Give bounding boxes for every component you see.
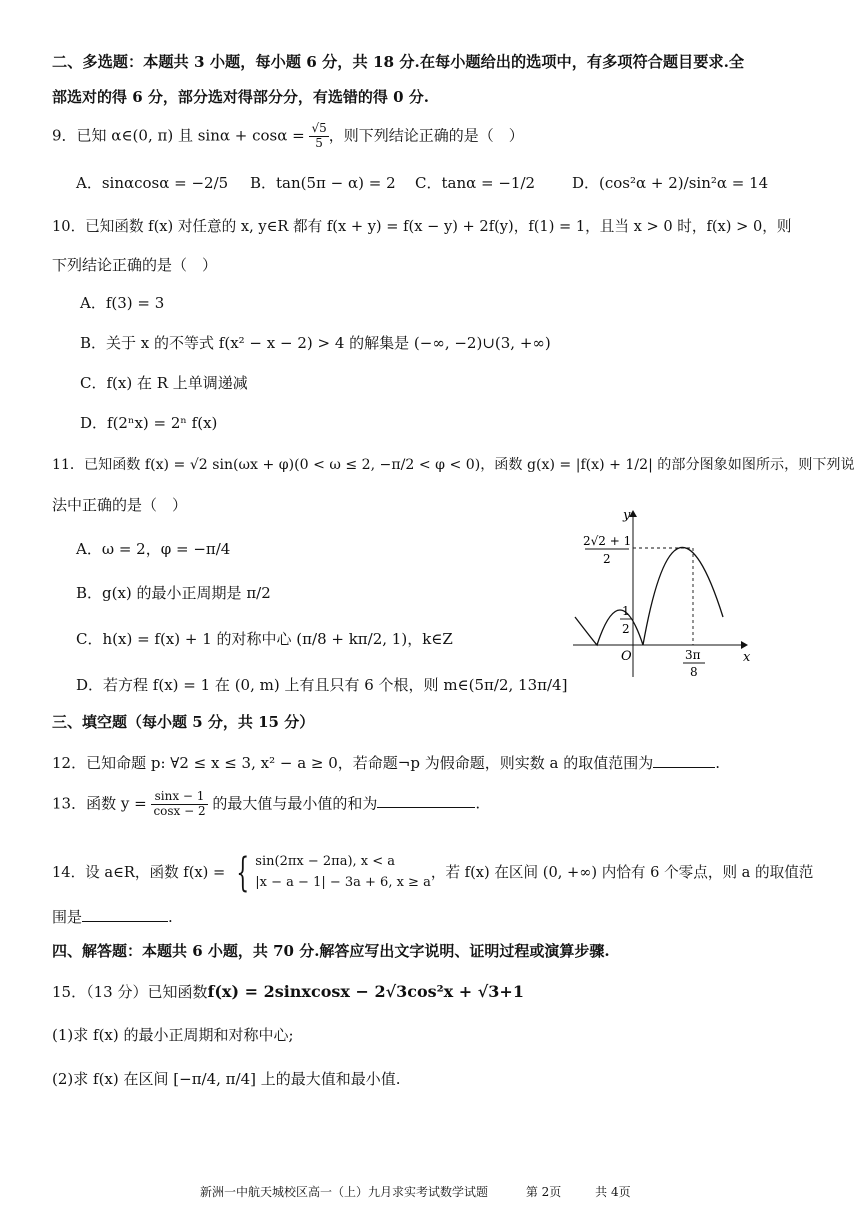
section-3-heading: 三、填空题（每小题 5 分，共 15 分） <box>52 713 315 731</box>
footer-page: 第 2页 <box>525 1185 562 1199</box>
q9-option-c[interactable]: C．tanα = −1/2 <box>415 174 536 192</box>
q10-option-b[interactable]: B．关于 x 的不等式 f(x² − x − 2) > 4 的解集是 (−∞, −2)∪(3, +∞) <box>80 334 551 352</box>
q14-answer-blank[interactable] <box>82 906 168 922</box>
q13: 13．函数 y = $\frac{\sin x - 1}{\cos x - 2}$ 的最大值与最小值的和为 . <box>52 789 481 818</box>
q12-answer-blank[interactable] <box>653 752 715 768</box>
section-4-heading: 四、解答题：本题共 6 小题，共 70 分.解答应写出文字说明、证明过程或演算步骤. <box>52 942 610 960</box>
footer-total: 共 4页 <box>595 1185 631 1199</box>
half-label-num: 1 <box>622 604 630 618</box>
piecewise-brace: { <box>236 849 249 896</box>
q11-option-d[interactable]: D．若方程 f(x) = 1 在 (0, m) 上有且只有 6 个根，则 m∈(5π/2, 13π/4] <box>76 676 568 694</box>
origin-label: O <box>621 649 632 664</box>
q15-stem: 15．（13 分）已知函数f(x) = 2sinxcosx − 2√3cos²x + √3+1 <box>52 982 524 1001</box>
xtick-num: 3π <box>685 648 701 662</box>
curve <box>575 547 723 645</box>
q10-option-c[interactable]: C．f(x) 在 R 上单调递减 <box>80 374 248 392</box>
q15-part-1: (1)求 f(x) 的最小正周期和对称中心; <box>52 1026 294 1044</box>
q10-option-a[interactable]: A．f(3) = 3 <box>80 294 165 312</box>
q13-answer-blank[interactable] <box>377 792 475 808</box>
q12: 12．已知命题 p: ∀2 ≤ x ≤ 3, x² − a ≥ 0，若命题¬p 为假命题，则实数 a 的取值范围为 . <box>52 754 720 772</box>
q10-stem: 10．已知函数 f(x) 对任意的 x, y∈R 都有 f(x + y) = f(x − y) + 2f(y)，f(1) = 1，且当 x > 0 时，f(x) > 0，则 <box>52 218 792 235</box>
max-label-num: 2√2 + 1 <box>583 534 632 548</box>
q9-fraction: $\frac{√5}{5}$ <box>311 121 327 150</box>
q9-stem: 9．已知 α∈(0, π) 且 sinα + cosα = $\frac{√5}{5}$ ，则下列结论正确的是（ ） <box>52 121 524 150</box>
x-axis-label: x <box>743 650 751 665</box>
section-2-heading: 二、多选题：本题共 3 小题，每小题 6 分，共 18 分.在每小题给出的选项中，有多项符合题目要求.全 <box>52 53 745 71</box>
footer-title: 新洲一中航天城校区高一（上）九月求实考试数学试题 <box>200 1185 489 1199</box>
q9-option-d[interactable]: D．(cos²α + 2)/sin²α = 14 <box>572 174 769 192</box>
function-graph <box>565 505 765 685</box>
page-footer <box>200 1183 631 1200</box>
q14-cont: 围是 . <box>52 908 173 926</box>
q9-option-b[interactable]: B．tan(5π − α) = 2 <box>250 174 396 192</box>
q9-option-a[interactable]: A．sinαcosα = −2/5 <box>76 174 229 192</box>
q14: 14．设 a∈R，函数 f(x) = { sin(2πx − 2πa), x < a |x − a − 1| − 3a + 6, x ≥ a ，若 f(x) 在区间 (0, +∞) 内恰有 6 个零点，则 a 的取值范 <box>52 849 814 896</box>
q11-option-c[interactable]: C．h(x) = f(x) + 1 的对称中心 (π/8 + kπ/2, 1)，k∈Z <box>76 630 453 648</box>
q11-stem: 11．已知函数 f(x) = √2 sin(ωx + φ)(0 < ω ≤ 2, −π/2 < φ < 0)，函数 g(x) = |f(x) + 1/2| 的部分图象如图所示，则下列说 <box>52 457 855 473</box>
xtick-den: 8 <box>690 665 698 679</box>
max-label-den: 2 <box>603 552 611 566</box>
y-axis-label: y <box>623 508 631 523</box>
piecewise-cases: sin(2πx − 2πa), x < a |x − a − 1| − 3a + 6, x ≥ a <box>255 854 431 890</box>
q10-stem-cont: 下列结论正确的是（ ） <box>52 256 218 274</box>
q15-formula: f(x) = 2sinxcosx − 2√3cos²x + √3+1 <box>207 982 524 1001</box>
q13-fraction: $\frac{\sin x - 1}{\cos x - 2}$ <box>153 789 206 818</box>
q10-option-d[interactable]: D．f(2ⁿx) = 2ⁿ f(x) <box>80 414 218 432</box>
section-2-heading-cont: 部选对的得 6 分，部分选对得部分分，有选错的得 0 分. <box>52 88 429 106</box>
q11-stem-cont: 法中正确的是（ ） <box>52 496 188 514</box>
q15-part-2: (2)求 f(x) 在区间 [−π/4, π/4] 上的最大值和最小值. <box>52 1070 401 1088</box>
q11-option-a[interactable]: A．ω = 2，φ = −π/4 <box>76 540 231 558</box>
q11-option-b[interactable]: B．g(x) 的最小正周期是 π/2 <box>76 584 271 602</box>
half-label-den: 2 <box>622 622 630 636</box>
